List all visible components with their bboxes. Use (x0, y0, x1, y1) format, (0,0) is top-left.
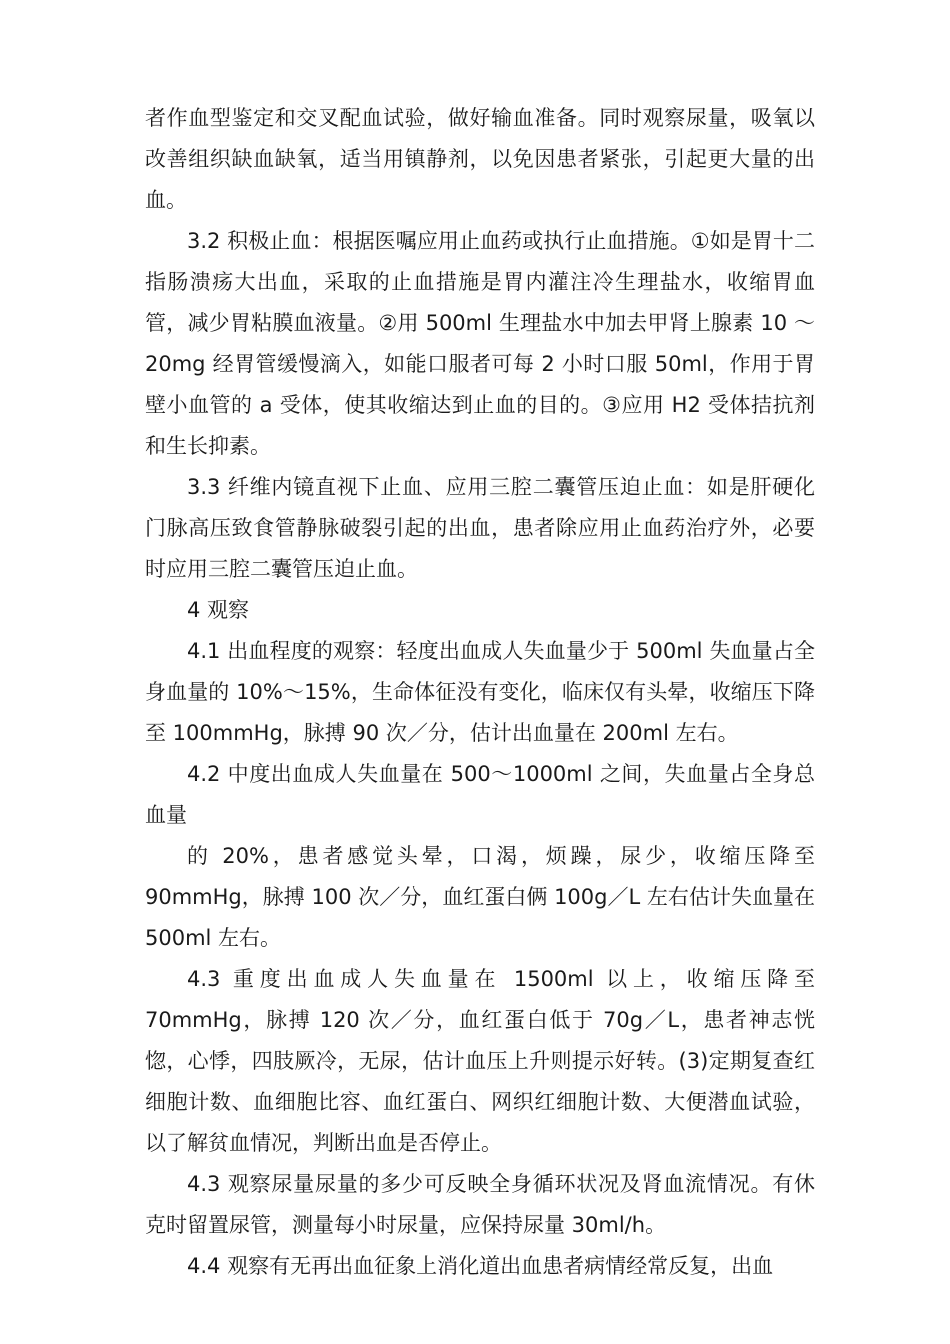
paragraph-continuation: 者作血型鉴定和交叉配血试验，做好输血准备。同时观察尿量，吸氧以改善组织缺血缺氧，适当用镇静剂，以免因患者紧张，引起更大量的出血。 (145, 106, 815, 212)
paragraph-3-2: 3.2 积极止血：根据医嘱应用止血药或执行止血措施。①如是胃十二指肠溃疡大出血，采取的止血措施是胃内灌注冷生理盐水，收缩胃血管，减少胃粘膜血液量。②用 500ml 生理盐水中加去甲肾上腺素 10 ～20mg 经胃管缓慢滴入，如能口服者可每 2 小时口服 50ml，作用于胃壁小血管的 a 受体，使其收缩达到止血的目的。③应用 H2 受体拮抗剂和生长抑素。 (145, 229, 815, 458)
paragraph-3-3: 3.3 纤维内镜直视下止血、应用三腔二囊管压迫止血：如是肝硬化门脉高压致食管静脉破裂引起的出血，患者除应用止血药治疗外，必要时应用三腔二囊管压迫止血。 (145, 475, 815, 581)
paragraph-4-1: 4.1 出血程度的观察：轻度出血成人失血量少于 500ml 失血量占全身血量的 10%～15%，生命体征没有变化，临床仅有头晕，收缩压下降至 100mmHg，脉搏 90 次／分，估计出血量在 200ml 左右。 (145, 639, 815, 745)
paragraph-4-4: 4.4 观察有无再出血征象上消化道出血患者病情经常反复，出血 (187, 1254, 774, 1278)
document-body (145, 98, 815, 1287)
paragraph-4-3-severe: 4.3 重度出血成人失血量在 1500ml 以上，收缩压降至 70mmHg，脉搏 120 次／分，血红蛋白低于 70g／L，患者神志恍惚，心悸，四肢厥冷，无尿，估计血压上升则提示好转。(3)定期复查红细胞计数、血细胞比容、血红蛋白、网织红细胞计数、大便潜血试验，以了解贫血情况，判断出血是否停止。 (145, 967, 815, 1155)
paragraph-4-2-continued: 的 20%，患者感觉头晕，口渴，烦躁，尿少，收缩压降至 90mmHg，脉搏 100 次／分，血红蛋白俩 100g／L 左右估计失血量在 500ml 左右。 (145, 844, 815, 950)
section-heading-4: 4 观察 (187, 598, 250, 622)
paragraph-4-3-urine: 4.3 观察尿量尿量的多少可反映全身循环状况及肾血流情况。有休克时留置尿管，测量每小时尿量，应保持尿量 30ml/h。 (145, 1172, 815, 1237)
paragraph-4-2: 4.2 中度出血成人失血量在 500～1000ml 之间，失血量占全身总血量 (145, 762, 815, 827)
